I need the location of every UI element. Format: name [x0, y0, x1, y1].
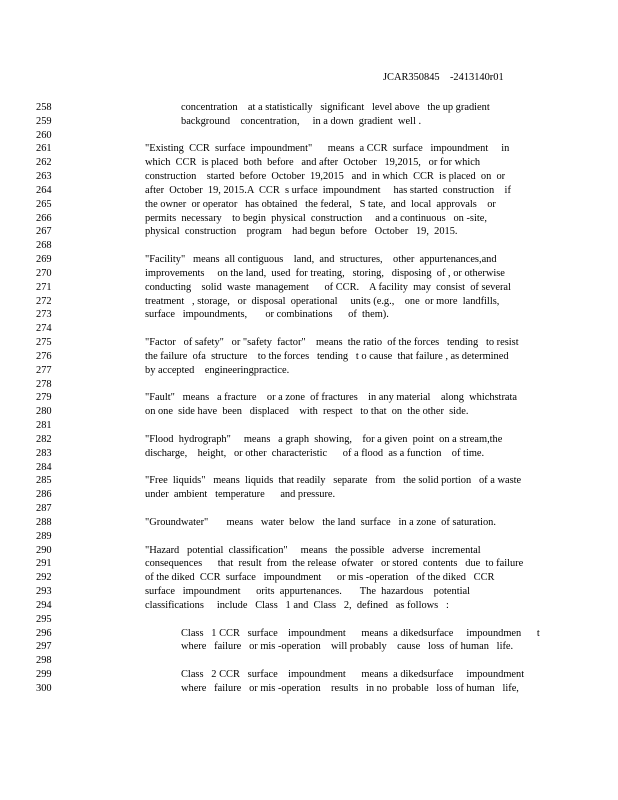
line-text: improvements on the land, used for treating, storing, disposing of , or otherwise	[145, 267, 505, 279]
line-text: after October 19, 2015.A CCR s urface impoundment has started construction if	[145, 184, 511, 196]
text-line	[0, 585, 618, 599]
document-id-header: JCAR350845 -2413140r01	[383, 72, 504, 83]
line-text: Class 1 CCR surface impoundment means a dikedsurface impoundmen t	[181, 627, 540, 639]
line-text: treatment , storage, or disposal operational units (e.g., one or more landfills,	[145, 295, 500, 307]
line-number: 299	[36, 669, 52, 681]
text-line	[0, 461, 618, 475]
line-number: 286	[36, 489, 52, 501]
line-text: "Fault" means a fracture or a zone of fractures in any material along whichstrata	[145, 392, 518, 404]
line-text: surface impoundment orits appurtenances. The hazardous potential	[145, 586, 471, 598]
line-number: 259	[36, 115, 52, 127]
text-line	[0, 516, 618, 530]
line-number: 295	[36, 613, 52, 625]
line-text: concentration at a statistically significant level above the up gradient	[181, 102, 490, 113]
line-text: surface impoundments, or combinations of them).	[145, 309, 389, 321]
text-line	[0, 502, 618, 516]
line-number: 260	[36, 129, 52, 141]
line-text: physical construction program had begun before October 19, 2015.	[145, 226, 458, 238]
line-number: 293	[36, 586, 52, 598]
text-line	[0, 239, 618, 253]
line-text: discharge, height, or other characteristic of a flood as a function of time.	[145, 447, 485, 459]
line-number: 276	[36, 350, 52, 362]
text-line	[0, 184, 618, 198]
line-text: the owner or operator has obtained the federal, S tate, and local approvals or	[145, 198, 496, 210]
text-line	[0, 212, 618, 226]
text-line	[0, 267, 618, 281]
line-text: "Existing CCR surface impoundment" means a CCR surface impoundment in	[145, 143, 510, 155]
text-line	[0, 447, 618, 461]
line-number: 277	[36, 364, 52, 376]
line-number: 289	[36, 530, 52, 542]
line-number: 291	[36, 558, 52, 570]
line-text: where failure or mis -operation will probably cause loss of human life.	[181, 641, 514, 653]
line-number: 258	[36, 102, 52, 113]
text-line	[0, 654, 618, 668]
line-number: 284	[36, 461, 52, 473]
line-number: 266	[36, 212, 52, 224]
text-line	[0, 544, 618, 558]
text-line	[0, 433, 618, 447]
text-line	[0, 613, 618, 627]
text-line	[0, 378, 618, 392]
line-text: Class 2 CCR surface impoundment means a dikedsurface impoundment	[181, 669, 525, 681]
line-number: 278	[36, 378, 52, 390]
text-line	[0, 322, 618, 336]
line-text: "Flood hydrograph" means a graph showing, for a given point on a stream,the	[145, 433, 503, 445]
text-line	[0, 557, 618, 571]
line-text: background concentration, in a down gradient well .	[181, 115, 422, 127]
line-number: 275	[36, 337, 52, 349]
line-text: classifications include Class 1 and Class 2, defined as follows :	[145, 599, 449, 611]
line-number: 261	[36, 143, 52, 155]
text-line	[0, 295, 618, 309]
line-number: 298	[36, 655, 52, 667]
line-text: consequences that result from the release ofwater or stored contents due to failure	[145, 558, 524, 570]
line-number: 292	[36, 572, 52, 584]
line-number: 264	[36, 184, 52, 196]
text-line	[0, 405, 618, 419]
line-text: under ambient temperature and pressure.	[145, 489, 336, 501]
line-text: by accepted engineeringpractice.	[145, 364, 290, 376]
text-line	[0, 253, 618, 267]
line-number: 280	[36, 406, 52, 418]
text-line	[0, 281, 618, 295]
line-number: 271	[36, 281, 52, 293]
line-number: 283	[36, 447, 52, 459]
text-line	[0, 350, 618, 364]
line-number: 268	[36, 240, 52, 252]
text-line	[0, 599, 618, 613]
text-line	[0, 142, 618, 156]
line-number: 273	[36, 309, 52, 321]
line-number: 290	[36, 544, 52, 556]
line-number: 294	[36, 599, 52, 611]
line-text: "Factor of safety" or "safety factor" means the ratio of the forces tending to resist	[145, 337, 519, 349]
line-text: where failure or mis -operation results in no probable loss of human life,	[181, 682, 519, 694]
line-number: 262	[36, 157, 52, 169]
text-line	[0, 308, 618, 322]
line-text: "Facility" means all contiguous land, and structures, other appurtenances,and	[145, 254, 497, 266]
line-number: 300	[36, 682, 52, 694]
line-number: 270	[36, 267, 52, 279]
line-text: "Free liquids" means liquids that readily separate from the solid portion of a waste	[145, 475, 522, 487]
text-line	[0, 419, 618, 433]
text-line	[0, 336, 618, 350]
line-text: of the diked CCR surface impoundment or mis -operation of the diked CCR	[145, 572, 495, 584]
text-line	[0, 156, 618, 170]
line-number: 272	[36, 295, 52, 307]
line-number: 279	[36, 392, 52, 404]
text-line	[0, 627, 618, 641]
line-number: 274	[36, 323, 52, 335]
line-number: 287	[36, 503, 52, 515]
text-line	[0, 488, 618, 502]
line-number: 263	[36, 171, 52, 183]
text-line	[0, 198, 618, 212]
line-number: 296	[36, 627, 52, 639]
text-line	[0, 225, 618, 239]
text-line	[0, 640, 618, 654]
line-number: 265	[36, 198, 52, 210]
line-text: permits necessary to begin physical construction and a continuous on -site,	[145, 212, 487, 224]
text-line	[0, 364, 618, 378]
line-number: 282	[36, 433, 52, 445]
text-line	[0, 101, 618, 115]
text-line	[0, 474, 618, 488]
line-text: construction started before October 19,2015 and in which CCR is placed on or	[145, 171, 506, 183]
text-line	[0, 391, 618, 405]
line-text: "Groundwater" means water below the land surface in a zone of saturation.	[145, 516, 496, 528]
text-line	[0, 682, 618, 696]
text-line	[0, 115, 618, 129]
line-text: which CCR is placed both before and after October 19,2015, or for which	[145, 157, 481, 169]
text-line	[0, 668, 618, 682]
text-line	[0, 530, 618, 544]
line-number: 288	[36, 516, 52, 528]
line-text: "Hazard potential classification" means the possible adverse incremental	[145, 544, 481, 556]
line-number: 267	[36, 226, 52, 238]
line-number: 281	[36, 420, 52, 432]
line-number: 269	[36, 254, 52, 266]
line-number: 297	[36, 641, 52, 653]
line-text: conducting solid waste management of CCR. A facility may consist of several	[145, 281, 511, 293]
line-number: 285	[36, 475, 52, 487]
line-text: the failure ofa structure to the forces tending t o cause that failure , as determined	[145, 350, 509, 362]
text-line	[0, 129, 618, 143]
line-text: on one side have been displaced with respect to that on the other side.	[145, 406, 469, 418]
text-line	[0, 571, 618, 585]
text-line	[0, 170, 618, 184]
